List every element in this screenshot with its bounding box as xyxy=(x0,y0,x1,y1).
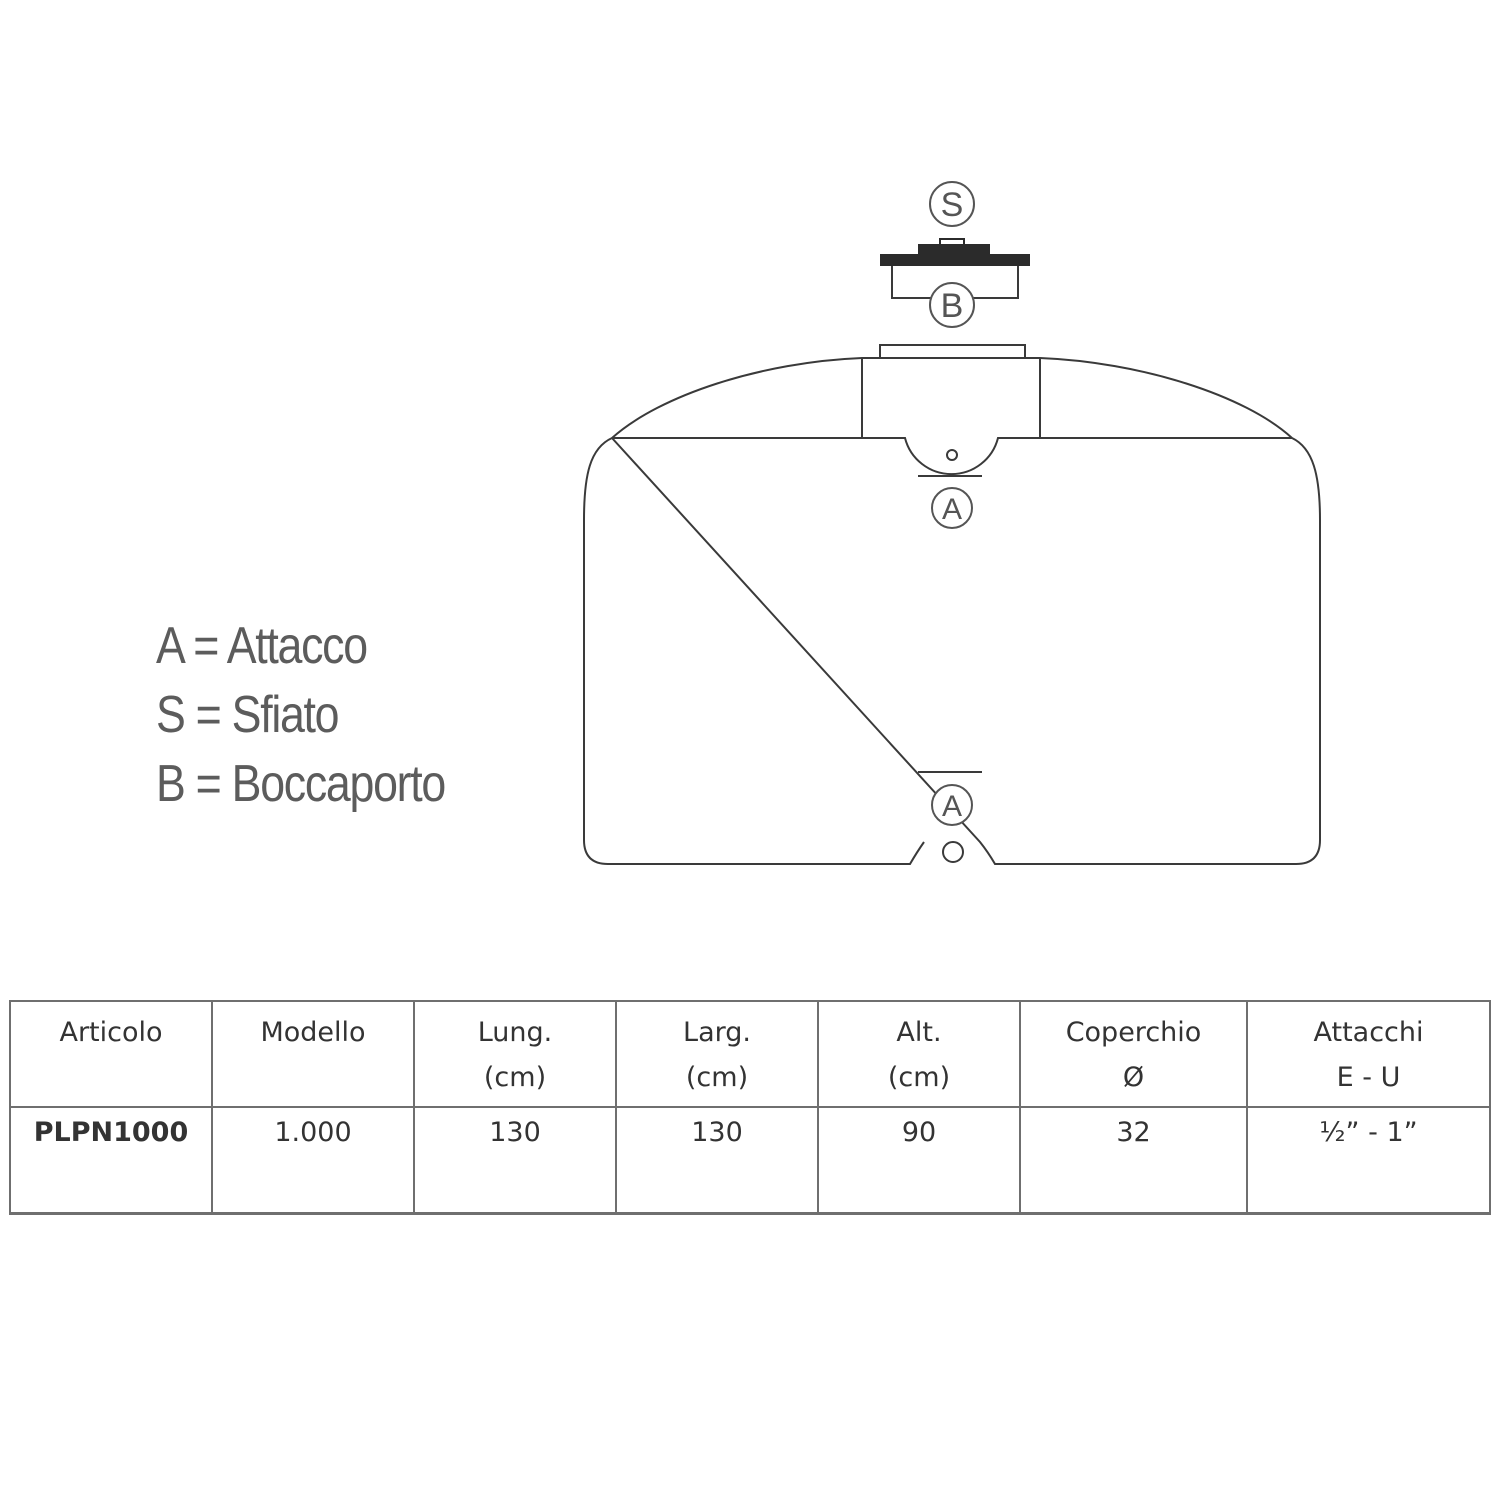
header-larghezza: Larg. (cm) xyxy=(616,1001,818,1107)
bottom-connection-hole xyxy=(943,842,963,862)
header-coperchio: Coperchio Ø xyxy=(1020,1001,1247,1107)
vent-letter: S xyxy=(940,186,964,224)
legend xyxy=(156,612,445,819)
legend-item-boccaporto: B = Boccaporto xyxy=(156,755,445,813)
top-connection-notch xyxy=(862,438,1040,474)
top-connection-hole xyxy=(947,450,957,460)
cell-modello: 1.000 xyxy=(212,1107,414,1214)
spec-table xyxy=(9,1000,1491,1215)
hatch-rim xyxy=(880,345,1025,358)
table-row xyxy=(10,1107,1490,1214)
cell-lunghezza: 130 xyxy=(414,1107,616,1214)
legend-item-attacco: A = Attacco xyxy=(156,617,367,675)
header-lunghezza: Lung. (cm) xyxy=(414,1001,616,1107)
cell-articolo: PLPN1000 xyxy=(10,1107,212,1214)
cell-larghezza: 130 xyxy=(616,1107,818,1214)
header-modello: Modello xyxy=(212,1001,414,1107)
hatch-letter: B xyxy=(940,287,964,325)
legend-item-sfiato: S = Sfiato xyxy=(156,686,339,744)
cell-coperchio: 32 xyxy=(1020,1107,1247,1214)
bottom-connection-letter: A xyxy=(941,790,963,823)
header-articolo: Articolo xyxy=(10,1001,212,1107)
header-attacchi: Attacchi E - U xyxy=(1247,1001,1490,1107)
header-altezza: Alt. (cm) xyxy=(818,1001,1020,1107)
cell-attacchi: ½” - 1” xyxy=(1247,1107,1490,1214)
table-header-row xyxy=(10,1001,1490,1107)
top-connection-letter: A xyxy=(941,493,963,526)
cell-altezza: 90 xyxy=(818,1107,1020,1214)
